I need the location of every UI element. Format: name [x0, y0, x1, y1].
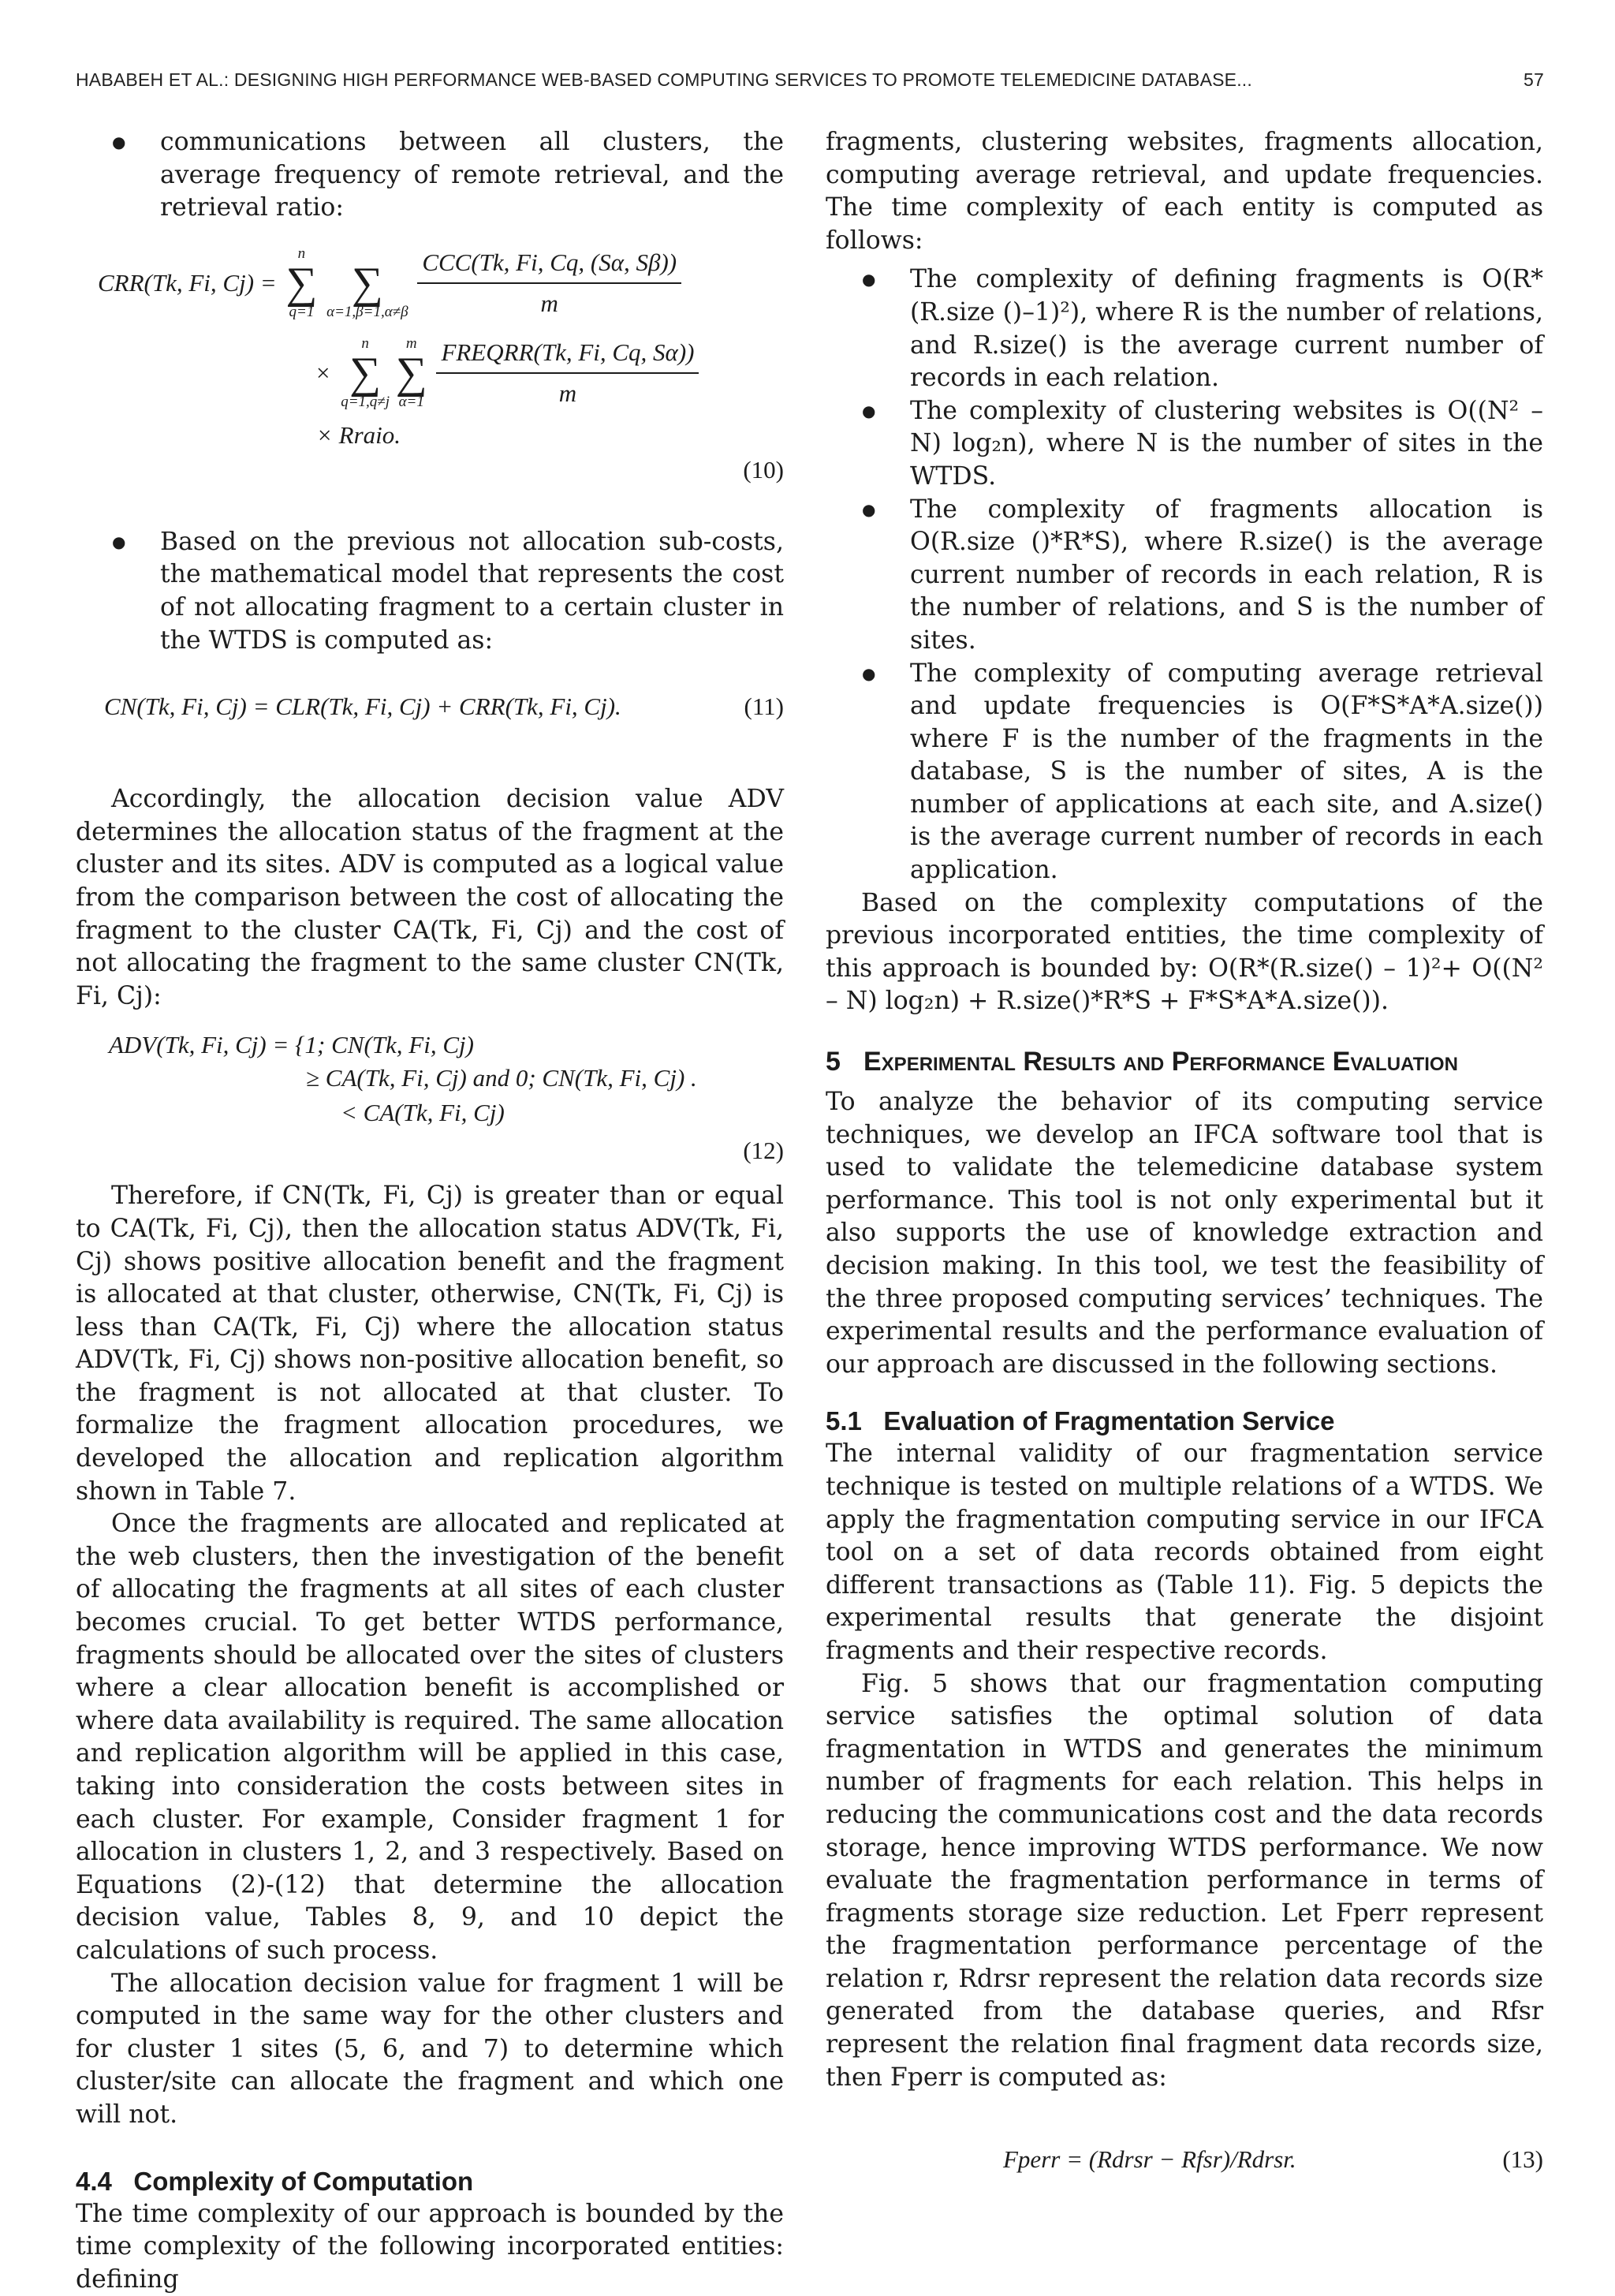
- eq13-body: Fperr = (Rdrsr − Rfsr)/Rdrsr.: [1003, 2145, 1296, 2174]
- eq10-last-term: × Rraio.: [316, 420, 401, 449]
- paragraph-fig5: Fig. 5 shows that our fragmentation computing service satisfies the optimal solution of data fragmentation in WTDS and generates the minimum number of fragments for each relation. This helps in reducing the communications cost and the data records storage, hence improving WTDS performance. We now evaluate the fragmentation performance in terms of fragments storage size reduction. Let Fperr represent the fragmentation performance percentage of the relation r, Rdrsr represent the relation data records size generated from the database queries, and Rfsr represent the relation final fragment data records size, then Fperr is computed as:: [826, 1669, 1543, 2092]
- complexity-bullet-list: [826, 263, 1543, 887]
- eq13-number: (13): [1502, 2145, 1543, 2174]
- paragraph-internal-validity: The internal validity of our fragmentation service technique is tested on multiple relations of a WTDS. We apply the fragmentation computing service in our IFCA tool on a set of data records obtained from eight different transactions as (Table 11). Fig. 5 depicts the experimental results that generate the disjoint fragments and their respective records.: [826, 1439, 1543, 1665]
- left-column: [76, 126, 784, 2296]
- paragraph-complexity-intro: The time complexity of our approach is bounded by the time complexity of the following incorporated entities: defining: [76, 2199, 784, 2294]
- paragraph-complexity-continuation: fragments, clustering websites, fragments allocation, computing average retrieval, and update frequencies. The time complexity of each entity is computed as follows:: [826, 128, 1543, 255]
- paragraph-complexity-bound: Based on the complexity computations of the previous incorporated entities, the time complexity of this approach is bounded by: O(R*(R.size() – 1)²+ O((N² – N) log₂n) + R.size()*R*S + F*S*A*A.size()).: [826, 888, 1543, 1016]
- running-title: HABABEH ET AL.: DESIGNING HIGH PERFORMANCE WEB-BASED COMPUTING SERVICES TO PROMOTE TELEMEDICINE DATABASE...: [76, 69, 1252, 90]
- paragraph-analyze: To analyze the behavior of its computing service techniques, we develop an IFCA software tool that is used to validate the telemedicine database system performance. This tool is not only experimental but it also supports the use of knowledge extraction and decision making. In this tool, we test the feasibility of the three proposed computing services’ techniques. The experimental results and the performance evaluation of our approach are discussed in the following sections.: [826, 1088, 1543, 1379]
- right-column: [826, 126, 1543, 2176]
- eq12-line3: < CA(Tk, Fi, Cj): [341, 1099, 505, 1127]
- bullet-clustering-websites: ● The complexity of clustering websites is O((N² – N) log₂n), where N is the number of sites in the WTDS.: [826, 395, 1543, 494]
- equation-13: [826, 2143, 1543, 2176]
- paragraph-therefore: Therefore, if CN(Tk, Fi, Cj) is greater than or equal to CA(Tk, Fi, Cj), then the allocation status ADV(Tk, Fi, Cj) shows positive allocation benefit and the fragment is allocated at that cluster, otherwise, CN(Tk, Fi, Cj) is less than CA(Tk, Fi, Cj) where the allocation status ADV(Tk, Fi, Cj) shows non-positive allocation benefit, so the fragment is not allocated at that cluster. To formalize the fragment allocation procedures, we developed the allocation and replication algorithm shown in Table 7.: [76, 1182, 784, 1506]
- equation-10-number-row: [76, 454, 784, 493]
- eq12-number: (12): [743, 1137, 784, 1165]
- bullet-not-allocation-cost: ● Based on the previous not allocation sub-costs, the mathematical model that represents the cost of not allocating fragment to a certain cluster in the WTDS is computed as:: [76, 526, 784, 657]
- paragraph-adv: Accordingly, the allocation decision value ADV determines the allocation status of the fragment at the cluster and its sites. ADV is computed as a logical value from the comparison between the cost of allocating the fragment to the cluster CA(Tk, Fi, Cj) and the cost of not allocating the fragment to the same cluster CN(Tk, Fi, Cj):: [76, 785, 784, 1010]
- eq12-line1: ADV(Tk, Fi, Cj) = {1; CN(Tk, Fi, Cj): [109, 1031, 474, 1059]
- eq10-fraction-freqrr: $\frac{\text{FREQRR(Tk, Fi, Cq, Sα))}}{m}$: [436, 336, 699, 409]
- eq11-number: (11): [744, 693, 784, 721]
- equation-10: CRR(Tk, Fi, Cj) = n ∑ q=1 ∑ α=1,β=1,α≠β $\frac{\text{CCC(Tk, Fi, Cq, (Sα, Sβ))}}{m}$ × n ∑ q=1,q≠j m ∑ α=1 $\frac{\text{FREQRR(Tk, Fi, Cq, Sα))}}{m}$ × Rraio.: [76, 236, 784, 454]
- bullet-retrieval-update: ● The complexity of computing average retrieval and update frequencies is O(F*S*A*A.size()) where F is the number of the fragments in the database, S is the number of sites, A is the number of applications at each site, and A.size() is the average current number of records in each application.: [826, 658, 1543, 887]
- paragraph-once-allocated: Once the fragments are allocated and replicated at the web clusters, then the investigation of the benefit of allocating the fragments at all sites of each cluster becomes crucial. To get better WTDS performance, fragments should be allocated over the sites of clusters where a clear allocation benefit is accomplished or where data availability is required. The same allocation and replication algorithm will be applied in this case, taking into consideration the costs between sites in each cluster. For example, Consider fragment 1 for allocation in clusters 1, 2, and 3 respectively. Based on Equations (2)-(12) that determine the allocation decision value, Tables 8, 9, and 10 depict the calculations of such process.: [76, 1510, 784, 1965]
- running-header: [76, 69, 1544, 91]
- eq10-sum-alpha: m ∑ α=1: [395, 334, 427, 410]
- eq10-lhs: CRR(Tk, Fi, Cj) =: [98, 268, 277, 297]
- intro-continuation: ● communications between all clusters, the average frequency of remote retrieval, and the retrieval ratio:: [76, 126, 784, 225]
- eq10-number: (10): [743, 455, 784, 483]
- section-5-heading: 5 Experimental Results and Performance Evaluation: [826, 1047, 1458, 1077]
- bullet-defining-fragments: ● The complexity of defining fragments is O(R*(R.size ()–1)²), where R is the number of relations, and R.size() is the average current number of records in each relation.: [826, 263, 1543, 394]
- eq10-sum-alpha-beta: ∑ α=1,β=1,α≠β: [326, 258, 408, 320]
- page-number: 57: [1524, 69, 1544, 90]
- eq10-sum-q: n ∑ q=1: [285, 245, 318, 320]
- eq10-fraction-ccc: $\frac{\text{CCC(Tk, Fi, Cq, (Sα, Sβ))}}{m}$: [417, 246, 681, 319]
- bullet-fragments-allocation: ● The complexity of fragments allocation is O(R.size ()*R*S), where R.size() is the average current number of records in each relation, R is the number of relations, and S is the number of sites.: [826, 494, 1543, 658]
- equation-11: [76, 690, 784, 723]
- eq10-sum-q-neq-j: n ∑ q=1,q≠j: [341, 334, 390, 410]
- paragraph-decision-value: The allocation decision value for fragment 1 will be computed in the same way for the other clusters and for cluster 1 sites (5, 6, and 7) to determine which cluster/site can allocate the fragment and which one will not.: [76, 1969, 784, 2129]
- eq11-body: CN(Tk, Fi, Cj) = CLR(Tk, Fi, Cj) + CRR(Tk, Fi, Cj).: [104, 693, 621, 721]
- eq12-line2: ≥ CA(Tk, Fi, Cj) and 0; CN(Tk, Fi, Cj) .: [306, 1064, 697, 1092]
- section-5-1-heading: 5.1 Evaluation of Fragmentation Service: [826, 1406, 1335, 1436]
- section-4-4-heading: 4.4 Complexity of Computation: [76, 2166, 474, 2196]
- equation-12: [76, 1029, 784, 1164]
